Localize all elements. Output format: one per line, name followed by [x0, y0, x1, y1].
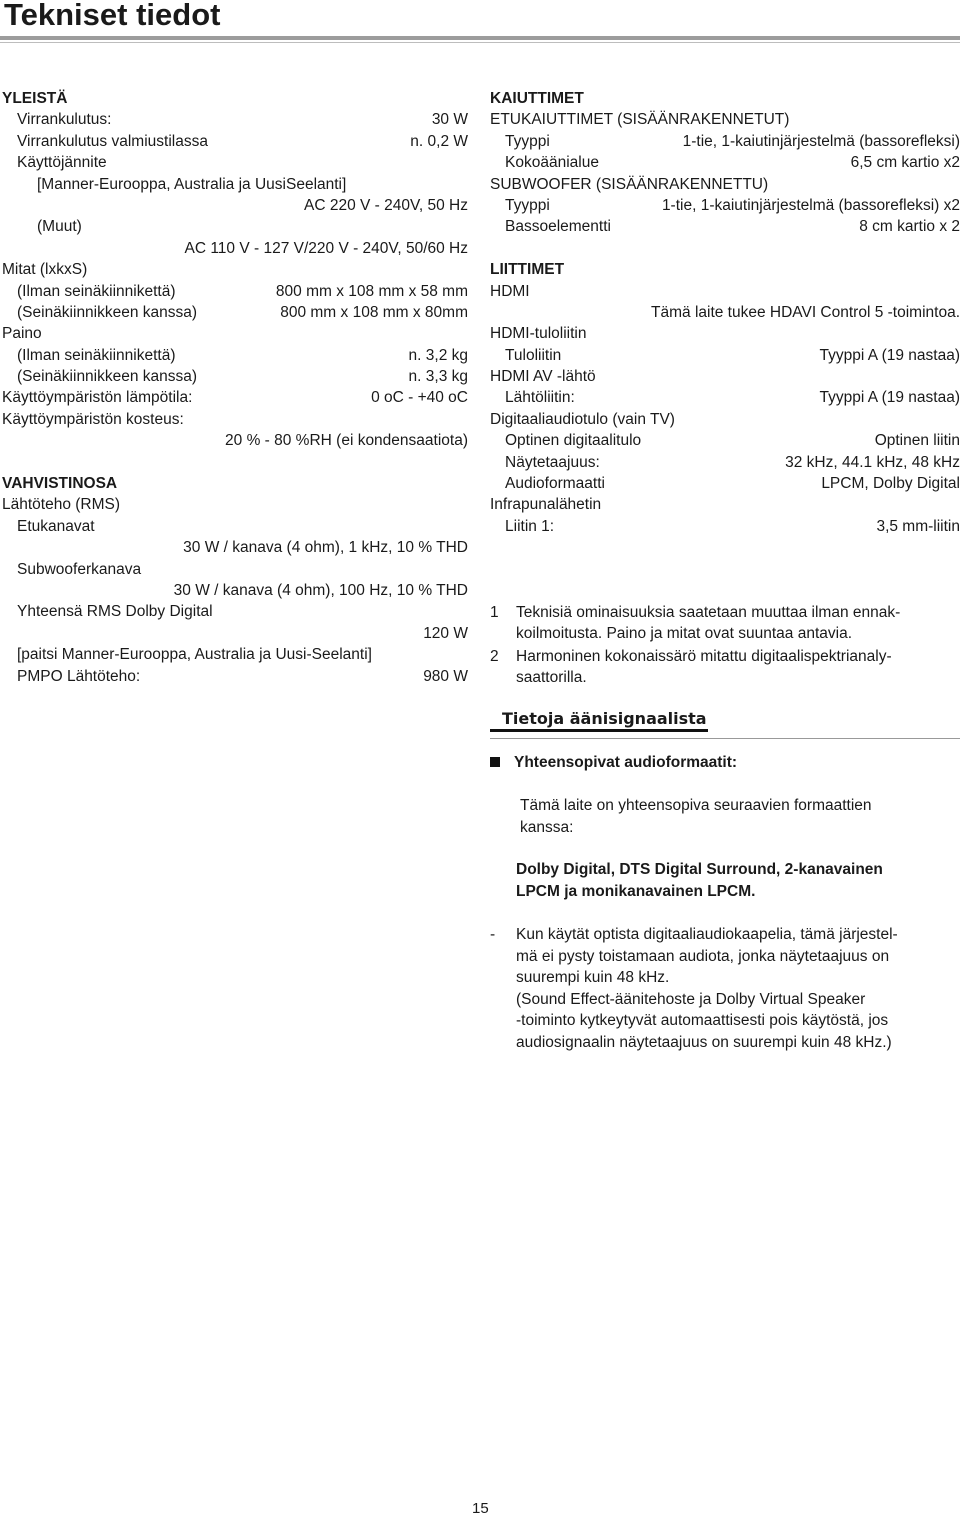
spec-label: Tyyppi — [505, 196, 550, 214]
spec-label: ETUKAIUTTIMET (SISÄÄNRAKENNETUT) — [490, 111, 790, 129]
right-spec-column — [490, 88, 960, 537]
page-title: Tekniset tiedot — [4, 0, 221, 32]
spec-row — [490, 174, 960, 195]
section-rule — [490, 738, 960, 739]
spec-label: (Seinäkiinnikkeen kanssa) — [17, 368, 198, 386]
dash-bullet: - — [490, 926, 496, 943]
spec-label: Etukanavat — [17, 517, 95, 535]
bullet-heading-text: Yhteensopivat audioformaatit: — [514, 754, 738, 771]
spec-value: Tyyppi A (19 nastaa) — [819, 389, 960, 407]
title-rule — [0, 36, 960, 40]
spec-row — [2, 152, 468, 173]
spec-row — [2, 216, 468, 237]
spec-row — [2, 644, 468, 665]
spec-row — [2, 409, 468, 430]
spec-row — [2, 666, 468, 687]
spec-label: Audioformaatti — [505, 475, 605, 493]
spec-label: Liitin 1: — [505, 517, 555, 535]
spec-label: Kokoäänialue — [505, 154, 599, 172]
paragraph-line: Kun käytät optista digitaaliaudiokaapelia, tämä järjestel- — [516, 926, 898, 943]
spacer — [490, 238, 960, 259]
spec-row — [2, 430, 468, 451]
spec-value: n. 3,3 kg — [408, 368, 468, 386]
spec-label: (Ilman seinäkiinnikettä) — [17, 346, 176, 364]
spec-label: Bassoelementti — [505, 218, 611, 236]
spec-value: 1-tie, 1-kaiutinjärjestelmä (bassorefleksi) x2 — [661, 196, 960, 214]
spec-value: 20 % - 80 %RH (ei kondensaatiota) — [225, 432, 468, 450]
spec-row — [490, 473, 960, 494]
spec-value: 8 cm kartio x 2 — [859, 218, 960, 236]
spec-row — [2, 88, 468, 109]
spec-label: HDMI AV -lähtö — [490, 368, 596, 386]
spec-row — [2, 195, 468, 216]
spec-label: Virrankulutus valmiustilassa — [17, 132, 208, 150]
footnote-line: Harmoninen kokonaissärö mitattu digitaalispektrianaly- — [516, 648, 892, 665]
spec-row — [490, 259, 960, 280]
spec-row — [2, 302, 468, 323]
spec-row — [2, 281, 468, 302]
spec-row — [2, 366, 468, 387]
spec-value: 800 mm x 108 mm x 58 mm — [275, 282, 468, 300]
spec-row — [490, 216, 960, 237]
spec-row — [490, 281, 960, 302]
spec-row — [2, 323, 468, 344]
spec-row — [2, 559, 468, 580]
spec-label: [Manner-Eurooppa, Australia ja UusiSeelanti] — [37, 175, 347, 193]
spec-label: Subwooferkanava — [17, 560, 142, 578]
paragraph-line: Dolby Digital, DTS Digital Surround, 2-kanavainen — [516, 861, 883, 878]
spec-row — [490, 516, 960, 537]
spec-value: LPCM, Dolby Digital — [821, 475, 960, 493]
footnote-line: Teknisiä ominaisuuksia saatetaan muuttaa ilman ennak- — [516, 604, 901, 621]
spec-label: Mitat (lxkxS) — [2, 261, 88, 279]
spec-label: Yhteensä RMS Dolby Digital — [17, 603, 213, 621]
footnote-1 — [490, 602, 960, 646]
spec-value: 30 W / kanava (4 ohm), 100 Hz, 10 % THD — [173, 581, 468, 599]
spec-row — [490, 409, 960, 430]
spec-row — [490, 302, 960, 323]
spec-row — [2, 516, 468, 537]
spec-value: 32 kHz, 44.1 kHz, 48 kHz — [785, 453, 960, 471]
spec-value: 30 W / kanava (4 ohm), 1 kHz, 10 % THD — [183, 539, 468, 557]
footnote-line: koilmoitusta. Paino ja mitat ovat suuntaa antavia. — [516, 625, 853, 643]
spec-label: HDMI — [490, 282, 530, 300]
spec-label: (Muut) — [37, 218, 82, 236]
spec-row — [2, 238, 468, 259]
square-bullet-icon — [490, 757, 500, 767]
spec-label: Lähtöteho (RMS) — [2, 496, 121, 514]
spec-value: n. 3,2 kg — [408, 346, 468, 364]
paragraph-line: audiosignaalin näytetaajuus on suurempi kuin 48 kHz.) — [516, 1033, 892, 1051]
spec-row — [490, 366, 960, 387]
footnote-text — [516, 646, 960, 689]
spec-row — [2, 473, 468, 494]
footnote-line: saattorilla. — [516, 669, 587, 687]
footnote-number: 1 — [490, 604, 499, 621]
spec-section-heading: KAIUTTIMET — [490, 90, 584, 107]
spec-section-heading: LIITTIMET — [490, 261, 565, 279]
spec-label: Käyttöympäristön lämpötila: — [2, 389, 193, 407]
spec-row — [490, 452, 960, 473]
spec-label: Näytetaajuus: — [505, 453, 600, 471]
spec-label: Optinen digitaalitulo — [505, 432, 642, 450]
spec-row — [490, 195, 960, 216]
spec-label: Lähtöliitin: — [505, 389, 575, 407]
spacer — [2, 452, 468, 473]
spec-label: Digitaaliaudiotulo (vain TV) — [490, 410, 675, 428]
spec-row — [2, 537, 468, 558]
spec-row — [490, 88, 960, 109]
spec-row — [490, 323, 960, 344]
spec-value: Tämä laite tukee HDAVI Control 5 -toimintoa. — [651, 303, 960, 321]
spec-label: (Ilman seinäkiinnikettä) — [17, 282, 176, 300]
spec-row — [490, 494, 960, 515]
optical-note-paragraph — [516, 924, 898, 1054]
spec-row — [2, 623, 468, 644]
footnote-2 — [490, 646, 960, 690]
page-number: 15 — [472, 1500, 489, 1517]
title-rule-thin — [0, 42, 960, 43]
spec-value: n. 0,2 W — [410, 132, 468, 150]
paragraph-line: Tämä laite on yhteensopiva seuraavien formaattien — [520, 797, 872, 814]
spec-label: HDMI-tuloliitin — [490, 325, 587, 343]
spec-value: 30 W — [431, 111, 468, 129]
spec-section-heading: VAHVISTINOSA — [2, 475, 118, 493]
spec-value: 6,5 cm kartio x2 — [850, 154, 960, 172]
paragraph-line: kanssa: — [520, 818, 574, 836]
paragraph-line: -toiminto kytkeytyvät automaattisesti pois käytöstä, jos — [516, 1012, 889, 1030]
paragraph-line: (Sound Effect-äänitehoste ja Dolby Virtual Speaker — [516, 990, 866, 1008]
spec-row — [490, 109, 960, 130]
spec-value: 980 W — [423, 667, 468, 685]
spec-row — [2, 580, 468, 601]
spec-value: AC 220 V - 240V, 50 Hz — [304, 196, 468, 214]
spec-label: Käyttöympäristön kosteus: — [2, 410, 184, 428]
spec-label: Tyyppi — [505, 132, 550, 150]
spec-row — [2, 259, 468, 280]
spec-row — [2, 494, 468, 515]
spec-row — [490, 387, 960, 408]
spec-row — [2, 601, 468, 622]
spec-label: PMPO Lähtöteho: — [17, 667, 141, 685]
spec-label: SUBWOOFER (SISÄÄNRAKENNETTU) — [490, 175, 769, 193]
spec-row — [490, 430, 960, 451]
section-title: Tietoja äänisignaalista — [490, 706, 708, 732]
spec-row — [490, 131, 960, 152]
spec-label: (Seinäkiinnikkeen kanssa) — [17, 303, 198, 321]
spec-label: Infrapunalähetin — [490, 496, 602, 514]
spec-row — [2, 109, 468, 130]
spec-value: Optinen liitin — [874, 432, 960, 450]
left-spec-column — [2, 88, 468, 687]
formats-list — [516, 859, 883, 902]
spec-label: Käyttöjännite — [17, 154, 107, 172]
spec-value: 0 oC - +40 oC — [371, 389, 468, 407]
footnote-text — [516, 602, 960, 645]
spec-row — [2, 131, 468, 152]
spec-row — [2, 387, 468, 408]
footnote-number: 2 — [490, 648, 499, 665]
spec-label: Paino — [2, 325, 42, 343]
paragraph-line: mä ei pysty toistamaan audiota, jonka näytetaajuus on — [516, 947, 890, 965]
spec-label: [paitsi Manner-Eurooppa, Australia ja Uusi-Seelanti] — [17, 646, 372, 664]
compat-paragraph — [520, 795, 872, 838]
spec-row — [490, 152, 960, 173]
spec-value: Tyyppi A (19 nastaa) — [819, 346, 960, 364]
bullet-heading — [490, 752, 737, 773]
spec-section-heading: YLEISTÄ — [2, 90, 68, 107]
spec-value: 3,5 mm-liitin — [876, 517, 960, 535]
paragraph-line: suurempi kuin 48 kHz. — [516, 969, 670, 987]
spec-row — [490, 345, 960, 366]
spec-row — [2, 345, 468, 366]
spec-label: Tuloliitin — [505, 346, 562, 364]
spec-row — [2, 174, 468, 195]
spec-value: 1-tie, 1-kaiutinjärjestelmä (bassorefleksi) — [682, 132, 960, 150]
spec-value: AC 110 V - 127 V/220 V - 240V, 50/60 Hz — [184, 239, 468, 257]
spec-label: Virrankulutus: — [17, 111, 112, 129]
spec-value: 120 W — [423, 624, 468, 642]
spec-value: 800 mm x 108 mm x 80mm — [280, 303, 468, 321]
paragraph-line: LPCM ja monikanavainen LPCM. — [516, 882, 756, 900]
